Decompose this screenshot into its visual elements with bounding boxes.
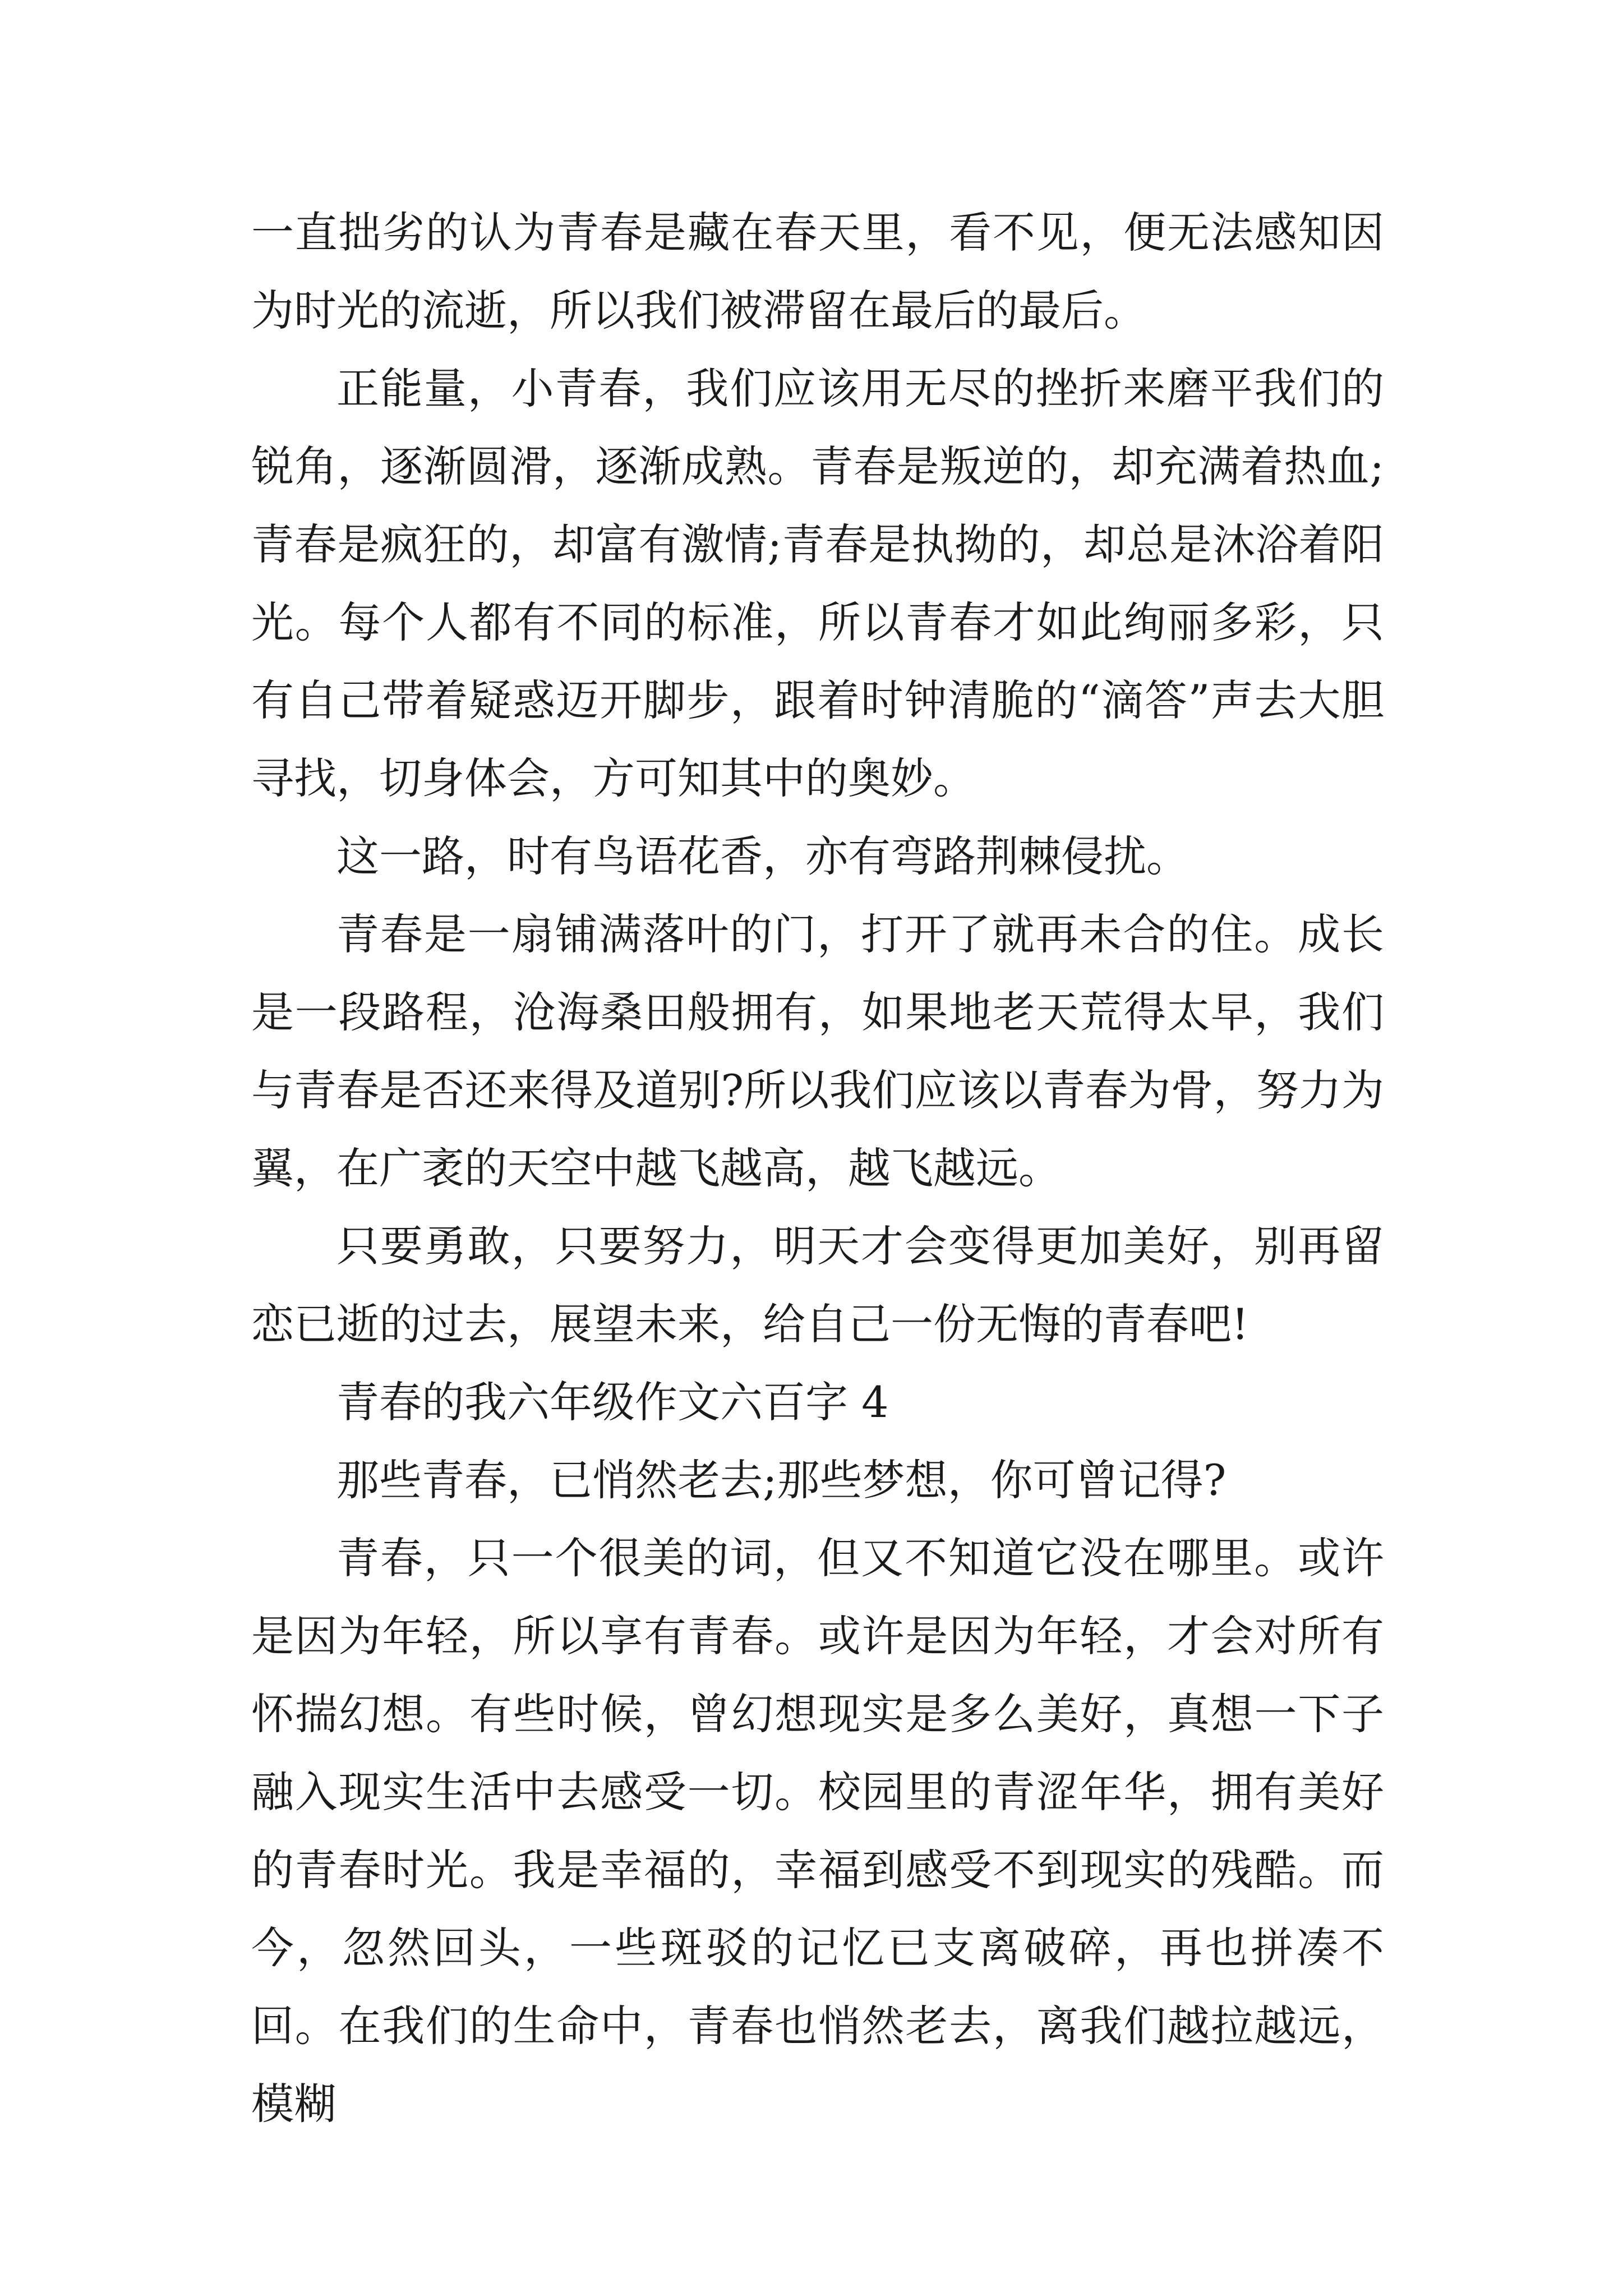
paragraph-1: 一直拙劣的认为青春是藏在春天里，看不见，便无法感知因为时光的流逝，所以我们被滞留在最后的最后。: [251, 208, 1384, 335]
paragraph-3: 这一路，时有鸟语花香，亦有弯路荆棘侵扰。: [336, 831, 1189, 881]
paragraph-4: 青春是一扇铺满落叶的门，打开了就再未合的住。成长是一段路程，沧海桑田般拥有，如果地老天荒得太早，我们与青春是否还来得及道别?所以我们应该以青春为骨，努力为翼，在广袤的天空中越飞越高，越飞越远。: [251, 909, 1384, 1193]
paragraph-7: 青春，只一个很美的词，但又不知道它没在哪里。或许是因为年轻，所以享有青春。或许是因为年轻，才会对所有怀揣幻想。有些时候，曾幻想现实是多么美好，真想一下子融入现实生活中去感受一切。校园里的青涩年华，拥有美好的青春时光。我是幸福的，幸福到感受不到现实的残酷。而今，忽然回头，一些斑驳的记忆已支离破碎，再也拼凑不回。在我们的生命中，青春也悄然老去，离我们越拉越远，模糊: [251, 1533, 1384, 2129]
document-body: [251, 194, 1384, 2143]
paragraph-6: 那些青春，已悄然老去;那些梦想，你可曾记得?: [336, 1455, 1227, 1505]
paragraph-5: 只要勇敢，只要努力，明天才会变得更加美好，别再留恋已逝的过去，展望未来，给自己一份无悔的青春吧!: [251, 1221, 1384, 1349]
paragraph-2: 正能量，小青春，我们应该用无尽的挫折来磨平我们的锐角，逐渐圆滑，逐渐成熟。青春是叛逆的，却充满着热血;青春是疯狂的，却富有激情;青春是执拗的，却总是沐浴着阳光。每个人都有不同的标准，所以青春才如此绚丽多彩，只有自己带着疑惑迈开脚步，跟着时钟清脆的“滴答”声去大胆寻找，切身体会，方可知其中的奥妙。: [251, 364, 1384, 803]
section-heading: 青春的我六年级作文六百字 4: [336, 1377, 889, 1427]
